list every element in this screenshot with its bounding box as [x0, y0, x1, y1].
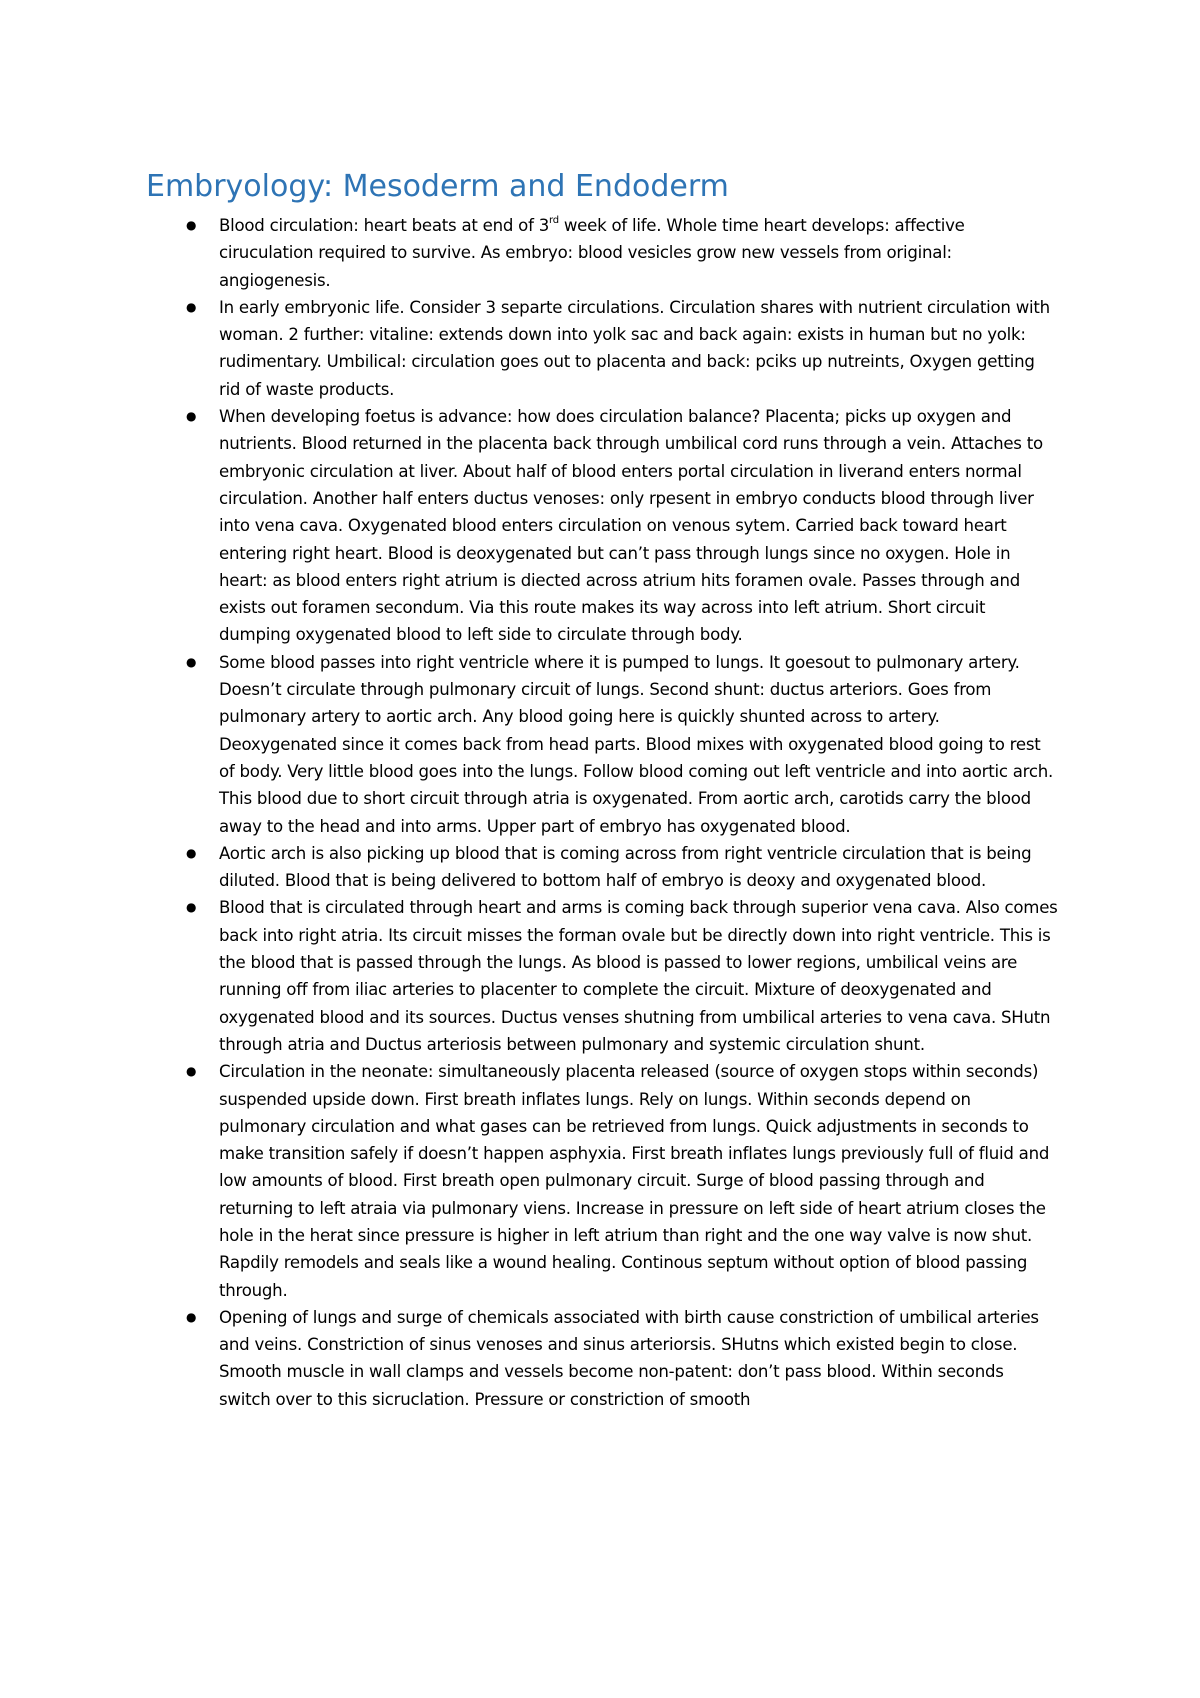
bullet-text: Some blood passes into right ventricle where it is pumped to lungs. It goesout to pulmonary artery. Doesn’t circulate through pulmonary circuit of lungs. Second shunt: ductus arteriors. Goes from pulmonary artery to aortic arch. Any blood going here is quickly shunted across to artery. Deoxygenated since it comes back from head parts. Blood mixes with oxygenated blood going to rest of body. Very little blood goes into the lungs. Follow blood coming out left ventricle and into aortic arch. This blood due to short circuit through atria is oxygenated. From aortic arch, carotids carry the blood away to the head and into arms. Upper part of embryo has oxygenated blood.	[219, 652, 1054, 836]
document-title: Embryology: Mesoderm and Endoderm	[146, 169, 729, 204]
bullet-text: Circulation in the neonate: simultaneously placenta released (source of oxygen stops within seconds) suspended upside down. First breath inflates lungs. Rely on lungs. Within seconds depend on pulmonary circulation and what gases can be retrieved from lungs. Quick adjustments in seconds to make transition safely if doesn’t happen asphyxia. First breath inflates lungs previously full of fluid and low amounts of blood. First breath open pulmonary circuit. Surge of blood passing through and returning to left atraia via pulmonary viens. Increase in pressure on left side of heart atrium closes the hole in the herat since pressure is higher in left atrium than right and the one way valve is now shut. Rapdily remodels and seals like a wound healing. Continous septum without option of blood passing through.	[219, 1062, 1050, 1300]
bullet-text: Opening of lungs and surge of chemicals associated with birth cause constriction of umbilical arteries and veins. Constriction of sinus venoses and sinus arteriorsis. SHutns which existed begin to close. Smooth muscle in wall clamps and vessels become non-patent: don’t pass blood. Within seconds switch over to this sicruclation. Pressure or constriction of smooth	[219, 1307, 1039, 1409]
bullet-item	[186, 840, 1059, 895]
bullet-item	[186, 212, 1059, 294]
bullet-item	[186, 1058, 1059, 1304]
bullet-text: In early embryonic life. Consider 3 separte circulations. Circulation shares with nutrient circulation with woman. 2 further: vitaline: extends down into yolk sac and back again: exists in human but no yolk: rudimentary. Umbilical: circulation goes out to placenta and back: pciks up nutreints, Oxygen getting rid of waste products.	[219, 297, 1050, 399]
bullet-item	[186, 1304, 1059, 1413]
bullet-text: When developing foetus is advance: how does circulation balance? Placenta; picks up oxygen and nutrients. Blood returned in the placenta back through umbilical cord runs through a vein. Attaches to embryonic circulation at liver. About half of blood enters portal circulation in liverand enters normal circulation. Another half enters ductus venoses: only rpesent in embryo conducts blood through liver into vena cava. Oxygenated blood enters circulation on venous sytem. Carried back toward heart entering right heart. Blood is deoxygenated but can’t pass through lungs since no oxygen. Hole in heart: as blood enters right atrium is diected across atrium hits foramen ovale. Passes through and exists out foramen secondum. Via this route makes its way across into left atrium. Short circuit dumping oxygenated blood to left side to circulate through body.	[219, 407, 1043, 645]
bullet-item	[186, 294, 1059, 403]
bullet-text: Aortic arch is also picking up blood that is coming across from right ventricle circulation that is being diluted. Blood that is being delivered to bottom half of embryo is deoxy and oxygenated blood.	[219, 843, 1032, 891]
bullet-item	[186, 894, 1059, 1058]
bullet-text: Blood circulation: heart beats at end of 3	[219, 216, 550, 235]
bullet-icon: ●	[186, 845, 197, 860]
bullet-icon: ●	[186, 409, 197, 424]
bullet-text: Blood that is circulated through heart and arms is coming back through superior vena cava. Also comes back into right atria. Its circuit misses the forman ovale but be directly down into right ventricle. This is the blood that is passed through the lungs. As blood is passed to lower regions, umbilical veins are running off from iliac arteries to placenter to complete the circuit. Mixture of deoxygenated and oxygenated blood and its sources. Ductus venses shutning from umbilical arteries to vena cava. SHutn through atria and Ductus arteriosis between pulmonary and systemic circulation shunt.	[219, 898, 1058, 1054]
bullet-list	[186, 212, 1059, 1413]
bullet-icon: ●	[186, 900, 197, 915]
bullet-icon: ●	[186, 1064, 197, 1079]
bullet-item	[186, 403, 1059, 649]
bullet-item	[186, 649, 1059, 840]
bullet-icon: ●	[186, 218, 197, 232]
bullet-icon: ●	[186, 654, 197, 669]
bullet-superscript: rd	[549, 215, 559, 227]
bullet-icon: ●	[186, 299, 197, 314]
bullet-icon: ●	[186, 1309, 197, 1324]
bullet-text-continued: week of life. Whole time heart develops: affective ciruculation required to survive. As embryo: blood vesicles grow new vessels from original: angiogenesis.	[219, 216, 965, 290]
